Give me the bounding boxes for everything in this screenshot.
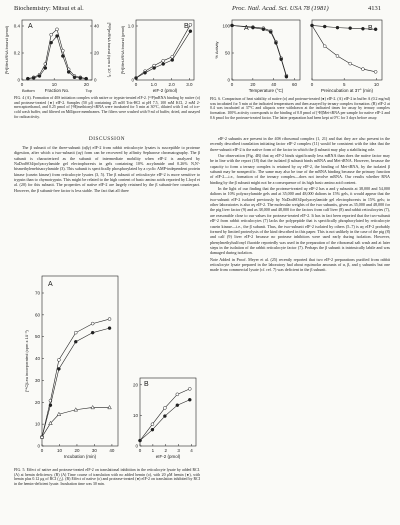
data-point xyxy=(311,24,314,27)
y-axis-label: [¹⁴C]Leu incorporated (cpm x 10⁻³) xyxy=(24,330,29,392)
data-point xyxy=(50,33,53,36)
y-tick-label: 50 xyxy=(224,50,230,56)
series-line xyxy=(140,400,190,441)
figure-4b-chart xyxy=(120,14,202,96)
x-tick-label: 40 xyxy=(109,448,115,453)
data-point xyxy=(374,70,377,73)
x-tick-label: 10 xyxy=(56,448,62,453)
data-point xyxy=(163,415,166,418)
y-tick-label: 20 xyxy=(132,382,138,388)
data-point xyxy=(108,327,111,330)
discussion-column-2 xyxy=(210,136,390,520)
x-tick-label: 0 xyxy=(134,82,138,87)
running-header-journal: Proc. Natl. Acad. Sci. USA 78 (1981) xyxy=(232,5,329,12)
y-tick-label: 0 xyxy=(17,77,20,83)
x-axis-label: eIF-2 (pmol) xyxy=(152,88,178,93)
data-point xyxy=(280,58,283,61)
data-point xyxy=(67,71,70,74)
paragraph: The β subunit of the three-subunit (αβγ) eIF-2 from rabbit reticulocyte lysates is susceptible to protease digestion, after which a two-subunit (αγ) form can be recovered by affinity Sepharose chromatography. The β subunit is characterized as the subunit of intermediate mobility when eIF-2 is analyzed by NaDodSO4/polyacrylamide gel electrophoresis in gels containing 10% acrylamide and 0.26% N,N'-bismethylenebisacrylamide (3). This subunit is specifically phosphorylated by a cyclic AMP-independent protein kinase (casein kinase) from reticulocyte lysates (3, 5). The β subunit of reticulocyte eIF-2 is more sensitive to trypsin than to chymotrypsin. This might be related to the high content of basic amino acids reported by Lloyd et al. (20) for this subunit. The properties of native eIF-2 are largely retained by the β subunit-free counterpart. However, the β subunit-free factor is less stable. The fact that all three xyxy=(14,145,200,193)
y-right-axis-label: [³²P]mRNA bound (cpm x 10⁻³) xyxy=(107,22,112,78)
data-point xyxy=(49,404,52,407)
figure-6-caption: FIG. 6. Comparison of heat stability of native (o) and protease-treated (●) eIF-2. (A) eIF-2 in buffer A (0.2 mg/ml) was incubated for 5 min at the indicated temperatures and then assayed by ternary complex formation. (B) eIF-2 at 0.4 was incubated at 37°C and aliquots were withdrawn at the indicated times for assay by ternary complex formation. 100% activity corresponds to the binding of 0.8 pmol of [³H]Met-tRNA per sample for native eIF-2 and 0.6 pmol for the protease-treated factor. The latter preparation had been kept at 0°C for 3 days before assay. xyxy=(210,97,390,120)
running-header-left: Biochemistry: Mitsui et al. xyxy=(14,5,84,12)
data-point xyxy=(151,428,154,431)
data-point xyxy=(374,28,377,31)
x-tick-label: 2.0 xyxy=(168,82,175,87)
figure-5b-chart xyxy=(124,270,202,465)
y-tick-label: 40 xyxy=(34,356,40,362)
y-tick-label: 10 xyxy=(132,412,138,418)
y-right-tick-label: 0 xyxy=(94,77,97,83)
data-point xyxy=(269,31,272,34)
data-point xyxy=(56,35,59,38)
series-line xyxy=(42,319,110,437)
panel-label: B xyxy=(144,381,149,388)
data-point xyxy=(361,27,364,30)
y-tick-label: 0 xyxy=(227,77,230,83)
data-point xyxy=(188,387,191,390)
data-point xyxy=(231,24,234,27)
data-point xyxy=(151,423,154,426)
x-tick-label: 20 xyxy=(83,82,89,87)
y-right-tick-label: 40 xyxy=(94,23,100,29)
x-tick-label: 20 xyxy=(250,82,256,87)
x-axis-label: Incubation (min) xyxy=(63,454,97,459)
data-point xyxy=(44,67,47,70)
data-point xyxy=(323,45,326,48)
series-line xyxy=(312,25,376,71)
data-point xyxy=(171,59,174,62)
x-tick-label: 0 xyxy=(310,82,314,87)
x-tick-label: 0 xyxy=(40,448,44,453)
figure-4a-chart xyxy=(0,14,112,96)
x-tick-label: 0 xyxy=(20,82,24,87)
data-point xyxy=(135,77,138,80)
data-point xyxy=(57,367,60,370)
y-tick-label: 70 xyxy=(34,290,40,296)
x-end-label-right: Top xyxy=(85,88,92,93)
data-point xyxy=(91,322,94,325)
data-point xyxy=(79,77,82,80)
y-tick-label: 0.2 xyxy=(13,50,20,56)
panel-label: A xyxy=(244,25,249,32)
y-tick-label: 100 xyxy=(222,23,230,29)
figure-6a-chart xyxy=(206,14,306,96)
x-tick-label: 1 xyxy=(151,448,155,453)
x-tick-label: 0 xyxy=(138,448,142,453)
series-line xyxy=(232,25,286,76)
y-right-tick-label: 20 xyxy=(94,50,100,56)
x-tick-label: 10 xyxy=(373,82,379,87)
panel-label: B xyxy=(184,23,189,30)
series-line xyxy=(312,25,376,29)
y-axis-label: [³H]Met-tRNA bound (pmol) xyxy=(4,25,9,75)
data-point xyxy=(32,77,35,80)
data-point xyxy=(144,71,147,74)
panel-label: A xyxy=(28,23,33,30)
data-point xyxy=(251,26,254,29)
x-tick-label: 20 xyxy=(74,448,80,453)
data-point xyxy=(56,28,59,31)
panel-label: A xyxy=(48,281,53,288)
data-point xyxy=(26,77,29,80)
data-point xyxy=(189,23,192,26)
y-axis-label: [³H]Met-tRNA bound (pmol) xyxy=(120,25,125,75)
y-tick-label: 20 xyxy=(34,399,40,405)
figure-5a-chart xyxy=(14,270,124,465)
panel-label: B xyxy=(368,25,373,32)
data-point xyxy=(38,75,41,78)
x-tick-label: 3 xyxy=(177,448,180,453)
y-tick-label: 0 xyxy=(37,443,40,449)
x-tick-label: 1.0 xyxy=(150,82,157,87)
data-point xyxy=(73,76,76,79)
data-point xyxy=(336,55,339,58)
data-point xyxy=(323,25,326,28)
x-axis-label: eIF-2 (pmol) xyxy=(155,454,181,459)
paragraph: Our observation (Fig. 4B) that αγ eIF-2 binds significantly less mRNA than does the native factor may be in line with the report (18) that the isolated β subunit binds mRNA and Met-tRNA. However, because the capacity to form a ternary complex is retained by αγ eIF-2, the binding of Met-tRNA, by the isolated β subunit may be nonspecific. The same may also be true of the mRNA binding because the primary function of eIF-2—i.e., formation of the ternary complex—does not involve mRNA. Our results whether RNA binding by the β subunit might not be a consequence of its high basic amino acid content. xyxy=(210,153,390,185)
data-point xyxy=(50,41,53,44)
page-number: 4131 xyxy=(368,5,381,12)
data-point xyxy=(349,62,352,65)
data-point xyxy=(108,318,111,321)
x-tick-label: 4 xyxy=(190,448,193,453)
data-point xyxy=(188,398,191,401)
x-end-label-left: Bottom xyxy=(22,88,35,93)
data-point xyxy=(336,26,339,29)
x-axis-label: Preincubation at 37° (min) xyxy=(320,88,374,93)
x-tick-label: 10 xyxy=(51,82,57,87)
data-point xyxy=(262,28,265,31)
x-tick-label: 3.0 xyxy=(186,82,193,87)
data-point xyxy=(189,30,192,33)
data-point xyxy=(139,439,142,442)
x-axis-label: Temperature (°C) xyxy=(248,88,284,93)
data-point xyxy=(162,63,165,66)
data-point xyxy=(274,41,277,44)
y-tick-label: 1.0 xyxy=(127,23,134,29)
y-tick-label: 0 xyxy=(131,77,134,83)
plot-frame xyxy=(140,378,196,446)
x-tick-label: 40 xyxy=(271,82,277,87)
x-tick-label: 5 xyxy=(342,82,346,87)
y-tick-label: 0.4 xyxy=(13,23,20,29)
y-tick-label: 30 xyxy=(34,377,40,383)
y-axis-label: % Activity xyxy=(214,41,219,59)
data-point xyxy=(61,55,64,58)
x-tick-label: 0 xyxy=(230,82,234,87)
paragraph: In the light of our finding that the protease-treated αγ eIF-2 has α and γ subunits at 38,000 and 54,000 daltons in 10% polyacrylamide gels and at 35,000 and 48,000 daltons in 15% gels, it would appear that the two-subunit eIF-2 isolated previously by NaDodSO4/polyacrylamide gel electrophoresis in 15% gels; to other laboratories is also αγ eIF-2. The molecular weights of the two subunits, given as 35,000 and 48,000 for the pig liver factor (9) and as 38,000 and 48,000 for the factors from calf liver (8) and rabbit reticulocytes (7), are reasonable close to our values for protease-treated eIF-2. It has in fact been reported that the two-subunit eIF-2 from rabbit reticulocytes (7) lacks the polypeptide that is specifically phosphorylated by reticulocyte casein kinase—i.e., the β subunit. Thus, the two-subunit eIF-2 isolated by others (5–7) is αγ eIF-2 probably formed by limited proteolysis of the kind described in this paper. This is not unlikely in the case of the pig (8) and calf (9) liver eIF-2 because no protease inhibitors were used early during isolation. However, phenylmethylsulfonyl fluoride reportedly was used in the preparation of the ribosomal salt wash and at later steps in the isolation of the rabbit reticulocyte factor (7). Perhaps the β subunit is intrinsically labile and was damaged during isolation. xyxy=(210,186,390,256)
figure-5-caption: FIG. 5. Effect of native and protease-treated eIF-2 on translational inhibition in the reticulocyte lysate by added RCI. (A) at hemin deficiency. (B) (A) Time course of translation with no added hemin (o), with 20 μM hemin (●), with hemin plus 0.12 μg of RCI (△). (B) Effect of native (o) and protease-treated (●) eIF-2 on translation inhibited by RCI in the hemin-deficient lysate. Incubation time was 30 min. xyxy=(14,468,200,487)
discussion-column-1 xyxy=(14,145,200,265)
section-heading: DISCUSSION xyxy=(88,136,126,142)
data-point xyxy=(153,67,156,70)
x-axis-label: Fraction No. xyxy=(44,88,70,93)
data-point xyxy=(85,77,88,80)
x-tick-label: 30 xyxy=(91,448,97,453)
data-point xyxy=(163,406,166,409)
x-tick-label: 60 xyxy=(292,82,298,87)
data-point xyxy=(285,75,288,78)
figure-6b-chart xyxy=(308,14,390,96)
y-tick-label: 0 xyxy=(135,443,138,449)
data-point xyxy=(74,340,77,343)
x-tick-label: 2 xyxy=(164,448,168,453)
figure-4-caption: FIG. 4 (A). Formation of 40S initiation complex with native or trypsin-treated eIF-2. [³²P]mRNA binding by native (o) and protease-treated (●) eIF-2. Samples (50 μl) containing 25 mM Tris-HCl at pH 7.5, 100 mM KCl, 2 mM 2-mercaptoethanol, and 0.25 pmol of [³H]methionyl-tRNA were incubated for 5 min at 30°C, diluted with 3 ml of ice-cold wash buffer, and filtered on Millipore membranes. The filters were washed with 9 ml of buffer, dried, and assayed for radioactivity. xyxy=(14,96,200,119)
y-tick-label: 10 xyxy=(34,421,40,427)
data-point xyxy=(361,68,364,71)
series-line xyxy=(42,407,110,436)
paragraph: eIF-2 subunits are present in the 40S ribosomal complex (1, 21) and that they are also present in the recently described translation initiating factor eIF-2 complex (11) would be consistent with the idea that the three-subunit eIF-2 is the native form of the factor in which the β subunit may play a stabilizing role. xyxy=(210,136,390,152)
y-tick-label: 50 xyxy=(34,334,40,340)
data-point xyxy=(162,59,165,62)
y-tick-label: 60 xyxy=(34,312,40,318)
data-point xyxy=(91,331,94,334)
data-point xyxy=(176,393,179,396)
data-point xyxy=(74,331,77,334)
paragraph: Note Added in Proof. Meyer et al. (25) recently reported that two eIF-2 preparations purified from rabbit reticulocyte lysate prepared in the laboratory had about equimolar amounts of α, β, and γ subunits but one made from commercial lysate (cf. ref. 7) was deficient in the β subunit. xyxy=(210,256,390,273)
data-point xyxy=(57,358,60,361)
series-line xyxy=(28,36,86,79)
data-point xyxy=(176,404,179,407)
series-line xyxy=(42,328,110,437)
data-point xyxy=(349,27,352,30)
